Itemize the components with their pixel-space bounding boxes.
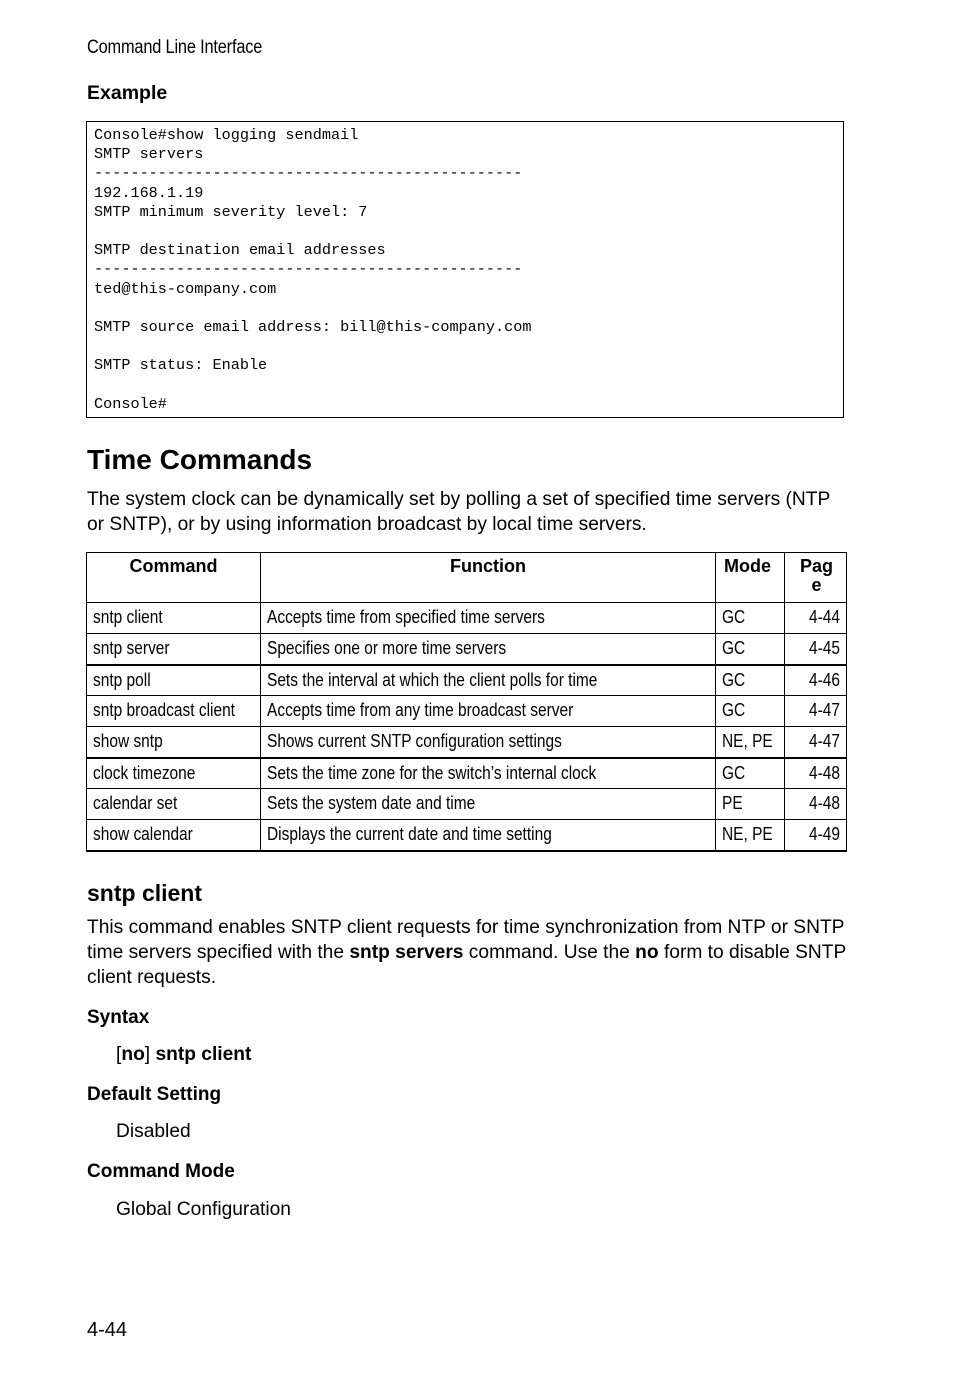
section-intro: The system clock can be dynamically set by polling a set of specified time servers (NTP or SNTP), or by using information broadcast by local time servers. (87, 489, 830, 535)
page-cell: 4-47 (809, 700, 840, 720)
syntax-bracket-close: ] (144, 1044, 156, 1065)
table-header-row (87, 553, 847, 603)
command-cell: calendar set (93, 793, 178, 813)
section-heading-time-commands: Time Commands (87, 444, 313, 475)
page-cell: 4-49 (809, 824, 840, 844)
column-header-page: Pag e (785, 553, 847, 603)
table-row (87, 603, 847, 634)
mode-cell: GC (722, 638, 746, 658)
function-cell: Displays the current date and time setting (267, 824, 552, 844)
command-mode-label: Command Mode (87, 1161, 235, 1182)
time-commands-table (86, 552, 847, 852)
mode-cell: PE (722, 793, 743, 813)
page-cell: 4-47 (809, 731, 840, 751)
syntax-label: Syntax (87, 1007, 150, 1028)
table-row (87, 665, 847, 696)
function-cell: Accepts time from any time broadcast server (267, 700, 574, 720)
function-cell: Sets the interval at which the client polls for time (267, 669, 598, 690)
command-cell: sntp client (93, 607, 163, 627)
page-number: 4-44 (87, 1319, 128, 1341)
default-setting-label: Default Setting (87, 1084, 222, 1105)
syntax-bracket-open: [ (116, 1044, 122, 1065)
page-cell: 4-48 (809, 762, 840, 783)
command-description (87, 915, 857, 990)
function-cell: Specifies one or more time servers (267, 638, 507, 658)
function-cell: Sets the time zone for the switch’s internal clock (267, 762, 597, 783)
command-cell: show calendar (93, 824, 193, 844)
page-cell: 4-48 (809, 793, 840, 813)
command-heading-sntp-client: sntp client (87, 880, 203, 906)
mode-cell: GC (722, 762, 746, 783)
command-cell: sntp poll (93, 669, 151, 690)
table-row (87, 758, 847, 789)
command-cell: sntp broadcast client (93, 700, 235, 720)
table-row (87, 789, 847, 820)
command-cell: sntp server (93, 638, 170, 658)
syntax-no-keyword: no (121, 1044, 145, 1065)
mode-cell: GC (722, 700, 746, 720)
page-cell: 4-45 (809, 638, 840, 658)
table-row (87, 727, 847, 758)
running-header: Command Line Interface (87, 37, 263, 58)
table-row (87, 696, 847, 727)
command-cell: clock timezone (93, 762, 196, 783)
mode-cell: GC (722, 669, 746, 690)
function-cell: Sets the system date and time (267, 793, 476, 813)
mode-cell: GC (722, 607, 746, 627)
column-header-mode: Mode (716, 553, 785, 603)
command-cell: show sntp (93, 731, 163, 751)
description-no-keyword: no (635, 942, 659, 963)
page-cell: 4-46 (809, 669, 840, 690)
code-example: Console#show logging sendmail SMTP servers ----------------------------------------------- 192.168.1.19 SMTP minimum severity level: 7 SMTP destination email addresses ----------------------------------------------- ted@this-company.com SMTP source email address: bill@this-company.com SMTP status: Enable Console# (94, 126, 532, 413)
syntax-command: sntp client (155, 1044, 252, 1065)
command-mode-value: Global Configuration (116, 1199, 291, 1220)
syntax-value (116, 1044, 251, 1066)
code-example-box (86, 121, 844, 418)
page-cell: 4-44 (809, 607, 840, 627)
table-row (87, 820, 847, 851)
table-row (87, 634, 847, 665)
description-text: form to disable SNTP client requests. (87, 942, 846, 988)
mode-cell: NE, PE (722, 731, 773, 751)
function-cell: Shows current SNTP configuration settings (267, 731, 562, 751)
description-text: command. Use the (463, 942, 636, 963)
column-header-command: Command (87, 553, 261, 603)
description-text: This command enables SNTP client requests for time synchronization from NTP or SNTP time servers specified with the (87, 917, 845, 963)
description-command-ref: sntp servers (349, 942, 464, 963)
default-setting-value: Disabled (116, 1121, 191, 1142)
example-heading: Example (87, 82, 168, 104)
function-cell: Accepts time from specified time servers (267, 607, 545, 627)
mode-cell: NE, PE (722, 824, 773, 844)
column-header-function: Function (261, 553, 716, 603)
